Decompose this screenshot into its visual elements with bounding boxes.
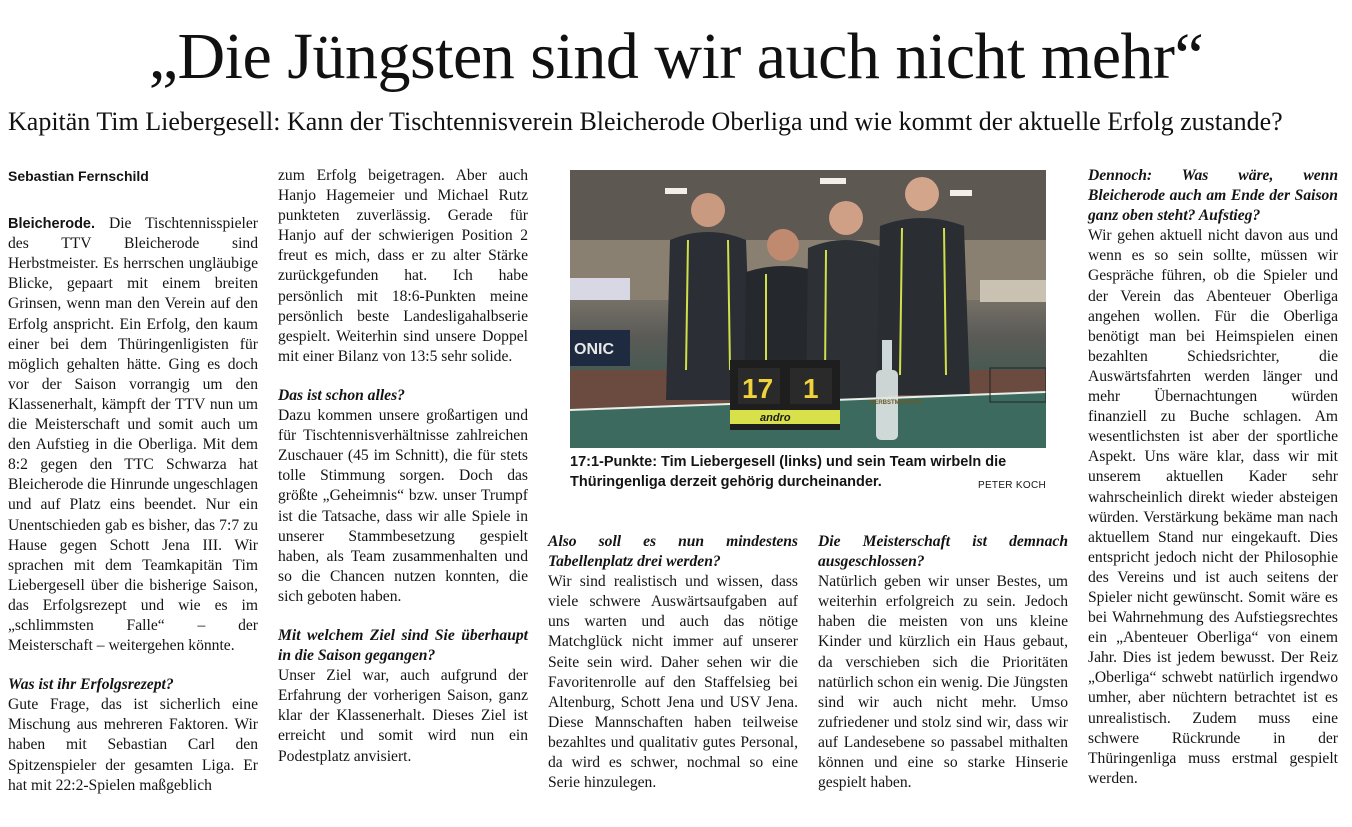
answer-5: Natürlich geben wir unser Bestes, um weiterhin erfolgreich zu sein. Jedoch haben die meisten von uns kleine Kinder und kürzlich ein Haus gebaut, da verschieben sich die Prioritäten natürlich schon ein wenig. Die Jüngsten sind wir auch nicht mehr. Umso zufriedener und stolz sind wir, dass wir auf Landesebene so passabel mithalten können und eine so starke Hinserie gespielt haben.: [818, 573, 1068, 792]
answer-1-part-1: Gute Frage, das ist sicherlich eine Mischung aus mehreren Faktoren. Wir haben mit Sebastian Carl den Spitzenspieler der gesamten Liga. Er hat mit 22:2-Spielen maßgeblich: [8, 696, 258, 794]
scoreboard-brand: andro: [760, 412, 791, 424]
intro-paragraph: [8, 214, 258, 656]
team-photo-illustration: [570, 170, 1046, 448]
scoreboard: [730, 360, 840, 430]
answer-1-part-2: zum Erfolg beigetragen. Aber auch Hanjo Hagemeier und Michael Rutz punkteten zuverlässig. Gerade für Hanjo auf der schwierigen Position 2 freut es mich, dass er zu alter Stärke zurückgefunden hat. Ich habe persönlich mit 18:6-Punkten meine persönlich beste Landesligahalbserie gespielt. Weiterhin sind unsere Doppel mit einer Bilanz von 13:5 sehr solide.: [278, 167, 528, 365]
question-6: Dennoch: Was wäre, wenn Bleicherode auch am Ende der Saison ganz oben steht? Aufstieg?: [1088, 167, 1338, 225]
photo-credit: PETER KOCH: [977, 480, 1046, 491]
answer-6: Wir gehen aktuell nicht davon aus und wenn es so sein sollte, müssen wir Gespräche führen, ob die Spieler und der Verein das Abenteuer Oberliga angehen wollen. Für die Oberliga benötigt man bei Heimspielen einen bezahlten Schiedsrichter, die Auswärtsfahrten werden länger und mehr Übernachtungen würden finanziell zu Buche schlagen. Am wesentlichsten ist aber der sportliche Aspekt. Uns wäre klar, dass wir mit unserem aktuellen Kader sehr wahrscheinlich direkt wieder absteigen würden. Verstärkung bekäme man nach aktuellem Stand nur eingekauft. Dies entspricht jedoch nicht der Philosophie des Vereins und ist auch seitens der Spieler nicht gewünscht. Somit wäre es bei Wahrnehmung des Aufstiegsrechtes ein „Abenteuer Oberliga“ von einem Jahr. Dies ist jedem bewusst. Der Reiz „Oberliga“ schwebt natürlich irgendwo umher, aber nüchtern betrachtet ist es unrealistisch. Zudem muss eine schwere Rückrunde in der Thüringenliga muss erstmal gespielt werden.: [1088, 227, 1338, 787]
caption-text: 17:1-Punkte: Tim Liebergesell (links) und sein Team wirbeln die Thüringenliga derzeit gehörig durcheinander.: [570, 454, 1007, 490]
question-1: Was ist ihr Erfolgsrezept?: [8, 676, 174, 694]
subheadline: Kapitän Tim Liebergesell: Kann der Tischtennisverein Bleicherode Oberliga und wie kommt der aktuelle Erfolg zustande?: [8, 107, 1283, 136]
author-byline: Sebastian Fernschild: [8, 168, 149, 184]
trophy-label: HERBSTMEISTER: [870, 400, 922, 406]
column-4: [818, 532, 1068, 793]
headline: „Die Jüngsten sind wir auch nicht mehr“: [148, 20, 1204, 93]
banner-text: ONIC: [574, 341, 614, 358]
column-5: [1088, 166, 1338, 789]
answer-4: Wir sind realistisch und wissen, dass viele schwere Auswärtsaufgaben auf uns warten und auch das nötige Matchglück nicht immer auf unserer Seite sein wird. Daher sehen wir die Favoritenrolle auf den Staffelsieg bei Altenburg, Schott Jena und USV Jena. Diese Mannschaften haben teilweise bezahltes und qualitativ gutes Personal, da wird es schwer, nochmal so eine Serie hinzulegen.: [548, 573, 798, 792]
column-1: [8, 166, 258, 796]
score-left: 17: [742, 373, 774, 404]
question-5: Die Meisterschaft ist demnach ausgeschlossen?: [818, 533, 1068, 571]
intro-text: Die Tischtennisspieler des TTV Bleicherode sind Herbstmeister. Es herrschen ungläubige Blicke, gepaart mit einem breiten Grinsen, wenn man den Verein auf den Erfolg anspricht. Ein Erfolg, den kaum einer bei dem Thüringenligisten für möglich gehalten hätte. Ging es doch vor der Saison vorrangig um den Klassenerhalt, kämpft der TTV nun um die Meisterschaft und somit auch um den Aufstieg in die Oberliga. Mit dem 8:2 gegen den TTC Schwarza hat Bleicherode die Hinrunde ungeschlagen und auf Platz eins beendet. Nur ein Unentschieden gab es bisher, das 7:7 zu Hause gegen Schott Jena III. Wir sprachen mit dem Teamkapitän Tim Liebergesell über die bisherige Saison, das Erfolgsrezept und wie es im „schlimmsten Falle“ – der Meisterschaft – weitergehen könnte.: [8, 215, 258, 655]
photo-caption: [570, 452, 1046, 496]
column-2: [278, 166, 528, 767]
answer-3: Unser Ziel war, auch aufgrund der Erfahrung der vorherigen Saison, ganz klar der Klassenerhalt. Dieses Ziel ist erreicht und somit wird nun ein Podestplatz anvisiert.: [278, 667, 528, 765]
question-4: Also soll es nun mindestens Tabellenplatz drei werden?: [548, 533, 798, 571]
score-right: 1: [803, 373, 819, 404]
answer-2: Dazu kommen unsere großartigen und für Tischtennisverhältnisse zahlreichen Zuschauer (45 im Schnitt), die für stets tolle Stimmung sorgen. Doch das größte „Geheimnis“ bzw. unser Trumpf ist die Tatsache, dass wir alle Spiele in unserer Stammbesetzung gespielt haben, als Team zusammenhalten und so die Chancen nutzen konnten, die sich geboten haben.: [278, 407, 528, 605]
dateline: Bleicherode.: [8, 216, 96, 233]
team-photo: [570, 170, 1046, 448]
column-3: [548, 532, 798, 793]
question-3: Mit welchem Ziel sind Sie überhaupt in die Saison gegangen?: [278, 626, 528, 665]
question-2: Das ist schon alles?: [278, 386, 405, 404]
